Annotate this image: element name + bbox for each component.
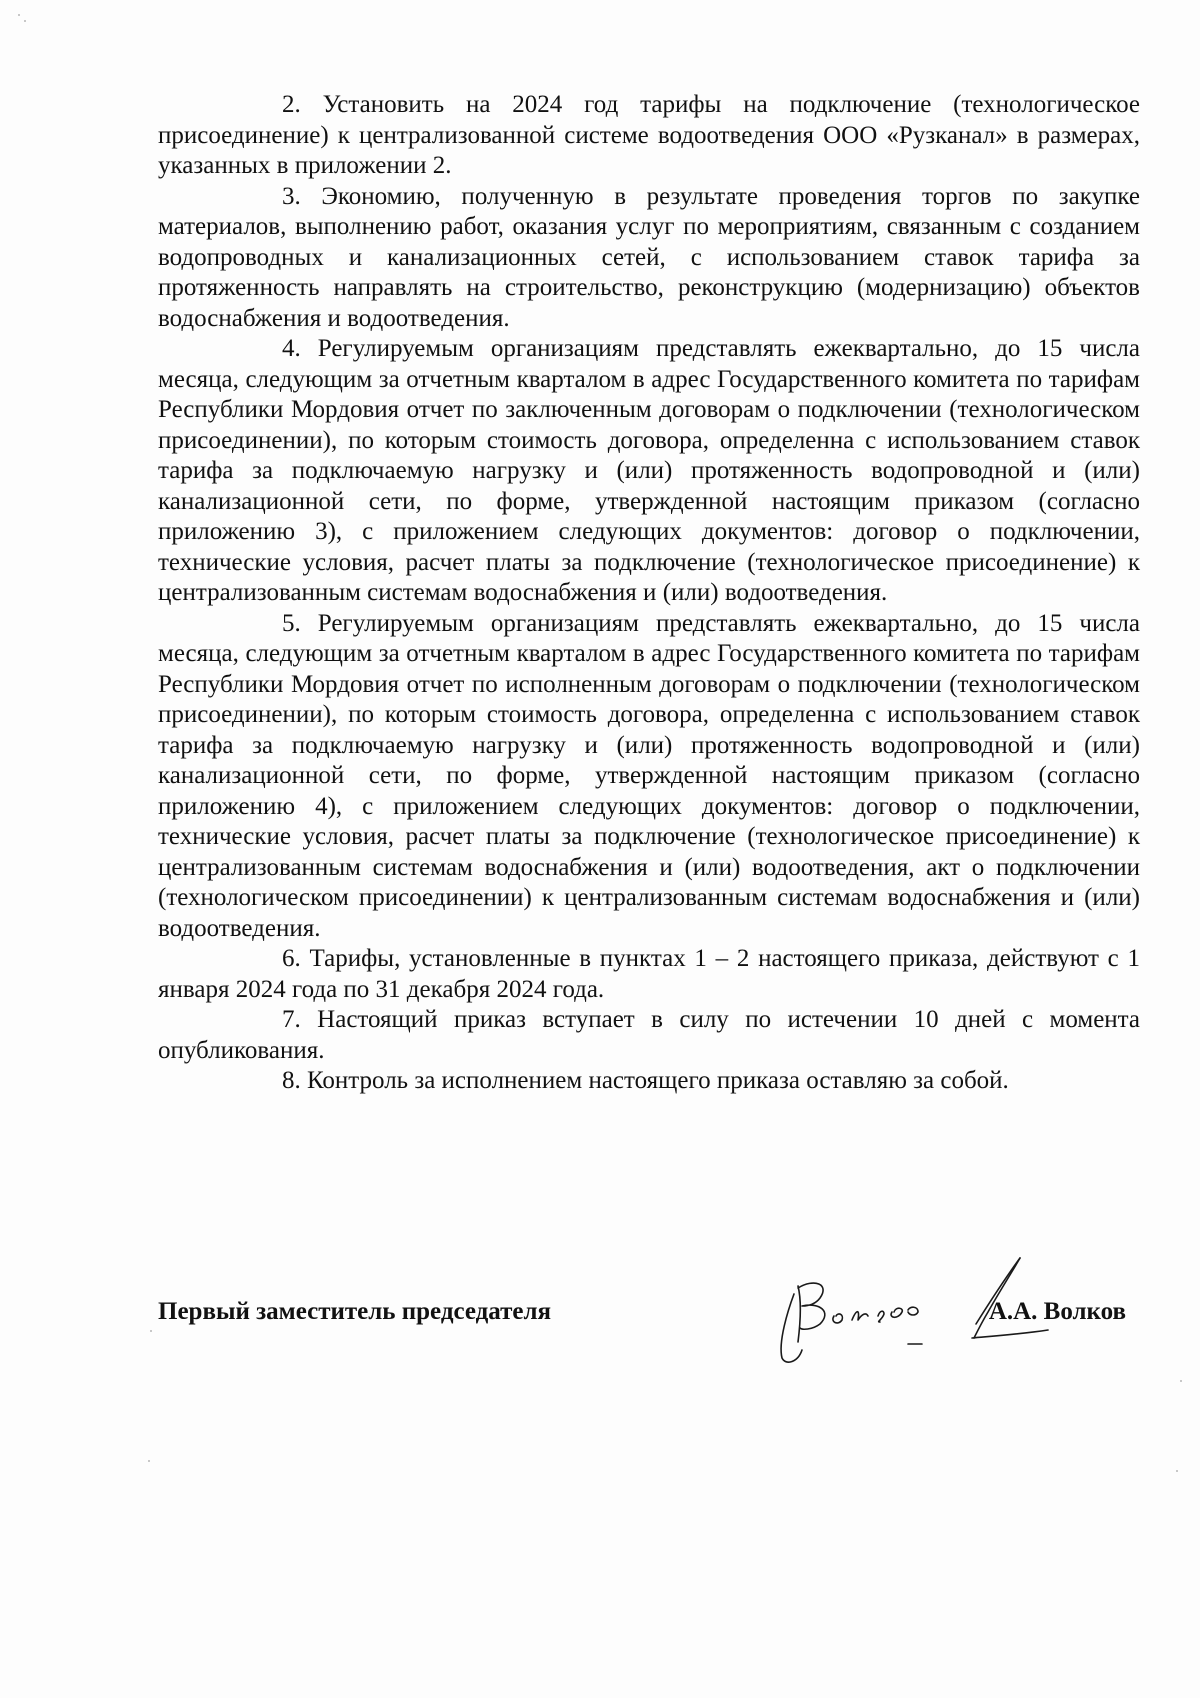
- paragraph-text: Регулируемым организациям представлять ежеквартально, до 15 числа месяца, следующим за отчетным кварталом в адрес Государственного комитета по тарифам Республики Мордовия отчет по заключенным договорам о подключении (технологическом присоединении), по которым стоимость договора, определенна с использованием ставок тарифа за подключаемую нагрузку и (или) протяженность водопроводной и (или) канализационной сети, по форме, утвержденной настоящим приказом (согласно приложению 3), с приложением следующих документов: договор о подключении, технические условия, расчет платы за подключение (технологическое присоединение) к централизованным системам водоснабжения и (или) водоотведения.: [158, 335, 1140, 606]
- paragraph-number: 8.: [282, 1067, 301, 1094]
- signature-block: [158, 1280, 1140, 1360]
- scan-speck: [1180, 1380, 1182, 1382]
- signatory-position: Первый заместитель председателя: [158, 1298, 552, 1325]
- paragraph-text: Настоящий приказ вступает в силу по истечении 10 дней с момента опубликования.: [158, 1006, 1141, 1064]
- paragraph-3: [158, 182, 1140, 335]
- paragraph-4: [158, 334, 1140, 609]
- paragraph-number: 5.: [282, 609, 301, 637]
- scan-speck: [150, 1330, 152, 1332]
- paragraph-number: 3.: [282, 182, 301, 210]
- paragraph-text: Регулируемым организациям представлять ежеквартально, до 15 числа месяца, следующим за отчетным кварталом в адрес Государственного комитета по тарифам Республики Мордовия отчет по исполненным договорам о подключении (технологическом присоединении), по которым стоимость договора, определенна с использованием ставок тарифа за подключаемую нагрузку и (или) протяженность водопроводной и (или) канализационной сети, по форме, утвержденной настоящим приказом (согласно приложению 4), с приложением следующих документов: договор о подключении, технические условия, расчет платы за подключение (технологическое присоединение) к централизованным системам водоснабжения и (или) водоотведения, акт о подключении (технологическом присоединении) к централизованным системам водоснабжения и (или) водоотведения.: [158, 609, 1140, 942]
- paragraph-5: [158, 609, 1140, 945]
- paragraph-number: 2.: [282, 91, 301, 118]
- scan-speck: [1176, 1470, 1178, 1472]
- paragraph-8: [158, 1066, 1140, 1097]
- scan-speck: [24, 20, 26, 22]
- paragraph-number: 7.: [282, 1006, 301, 1033]
- scan-speck: [18, 14, 20, 16]
- paragraph-7: [158, 1005, 1140, 1066]
- paragraph-number: 4.: [282, 335, 301, 362]
- document-body: [158, 90, 1140, 1097]
- paragraph-2: [158, 90, 1140, 182]
- paragraph-text: Тарифы, установленные в пунктах 1 – 2 настоящего приказа, действуют с 1 января 2024 года по 31 декабря 2024 года.: [158, 945, 1140, 1003]
- scan-speck: [148, 1460, 150, 1462]
- paragraph-number: 6.: [282, 945, 301, 972]
- paragraph-text: Установить на 2024 год тарифы на подключение (технологическое присоединение) к централизованной системе водоотведения ООО «Рузканал» в размерах, указанных в приложении 2.: [158, 91, 1140, 179]
- paragraph-6: [158, 944, 1140, 1005]
- signatory-name: А.А. Волков: [988, 1298, 1126, 1325]
- paragraph-text: Контроль за исполнением настоящего приказа оставляю за собой.: [307, 1067, 1009, 1094]
- paragraph-text: Экономию, полученную в результате проведения торгов по закупке материалов, выполнению работ, оказания услуг по мероприятиям, связанным с созданием водопроводных и канализационных сетей, с использованием ставок тарифа за протяженность направлять на строительство, реконструкцию (модернизацию) объектов водоснабжения и водоотведения.: [158, 182, 1141, 332]
